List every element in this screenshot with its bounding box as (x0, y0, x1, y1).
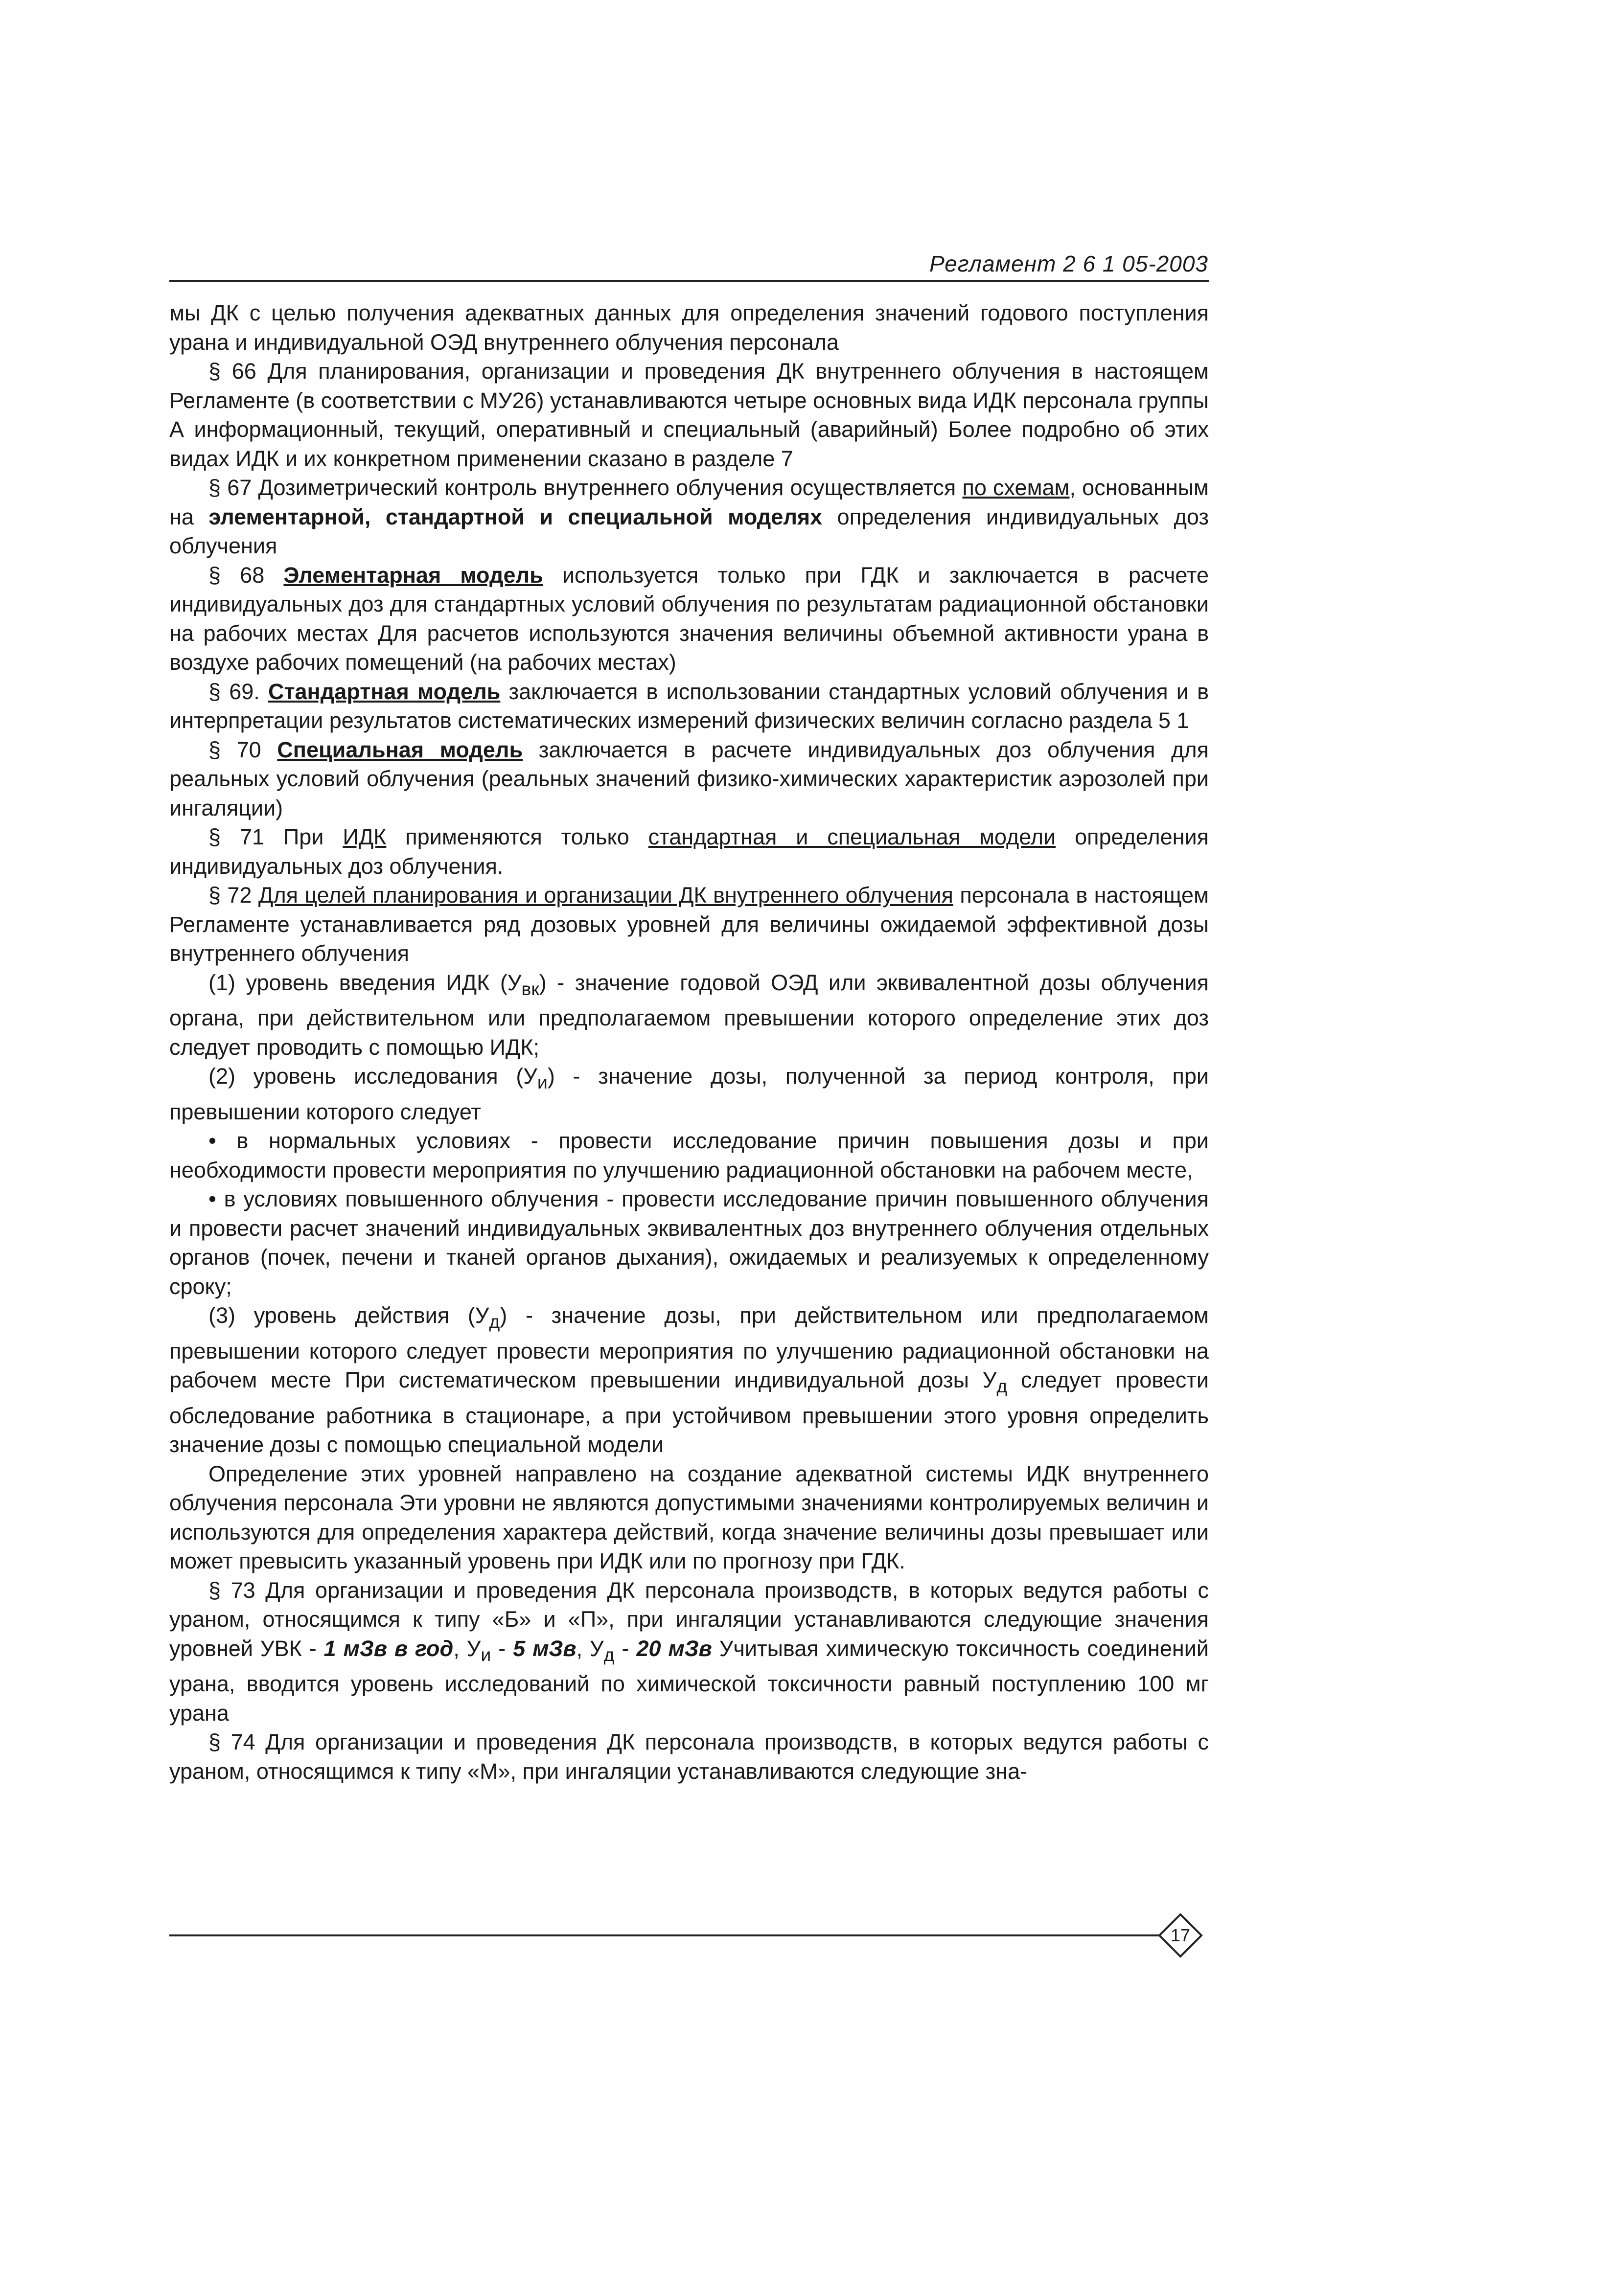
bold-term: элементарной, стандартной и специальной моделях (208, 504, 823, 529)
underlined-term: ИДК (343, 824, 387, 849)
dose-value: 5 мЗв (513, 1636, 576, 1661)
paragraph-67: § 67 Дозиметрический контроль внутреннего облучения осуществляется по схемам, основанным на элементарной, стандартной и специальной моделях определения индивидуальных доз облучения (169, 475, 1209, 558)
body-text (169, 298, 1209, 1786)
bullet-item: • в нормальных условиях - провести исследование причин повышения дозы и при необходимости провести мероприятия по улучшению радиационной обстановки на рабочем месте, (169, 1128, 1209, 1182)
paragraph-73: § 73 Для организации и проведения ДК персонала производств, в которых ведутся работы с ураном, относящимся к типу «Б» и «П», при ингаляции устанавливаются следующие значения уровней УВК - 1 мЗв в год, $У_и - 5$ мЗв, $У_д - 20$ мЗв Учитывая химическую токсичность соединений урана, вводится уровень исследований по химической токсичности равный поступлению 100 мг урана (169, 1577, 1209, 1726)
running-header: Регламент 2 6 1 05-2003 (929, 251, 1208, 276)
paragraph-71: § 71 При ИДК применяются только стандартная и специальная модели определения индивидуальных доз облучения. (169, 824, 1209, 879)
dose-value: 20 мЗв (636, 1636, 712, 1661)
paragraph-66: § 66 Для планирования, организации и проведения ДК внутреннего облучения в настоящем Регламенте (в соответствии с МУ26) устанавливаются четыре основных вида ИДК персонала группы А информационный, текущий, оперативный и специальный (аварийный) Более подробно об этих видах ИДК и их конкретном применении сказано в разделе 7 (169, 359, 1209, 471)
model-term-elementary: Элементарная модель (283, 562, 543, 588)
underlined-term: Для целей планирования и организации ДК внутреннего облучения (258, 883, 953, 908)
paragraph-74: § 74 Для организации и проведения ДК персонала производств, в которых ведутся работы с ураном, относящимся к типу «М», при ингаляции устанавливаются следующие зна- (169, 1729, 1209, 1784)
list-item-level-3: (3) уровень действия $(У_д)$ - значение дозы, при действительном или предполагаемом превышении которого следует провести мероприятия по улучшению радиационной обстановки на рабочем месте При систематическом превышении индивидуальной дозы $У_д$ следует провести обследование работника в стационаре, а при устойчивом превышении этого уровня определить значение дозы с помощью специальной модели (169, 1303, 1209, 1457)
paragraph-70: § 70 Специальная модель заключается в расчете индивидуальных доз облучения для реальных условий облучения (реальных значений физико-химических характеристик аэрозолей при ингаляции) (169, 737, 1209, 820)
dose-value: 1 мЗв в год (323, 1636, 454, 1661)
paragraph-72: § 72 Для целей планирования и организации ДК внутреннего облучения персонала в настоящем Регламенте устанавливается ряд дозовых уровней для величины ожидаемой эффективной дозы внутреннего облучения (169, 883, 1209, 966)
model-term-special: Специальная модель (277, 737, 523, 762)
page-number: 17 (1170, 1925, 1191, 1945)
paragraph-68: § 68 Элементарная модель используется только при ГДК и заключается в расчете индивидуальных доз для стандартных условий облучения по результатам радиационной обстановки на рабочих местах Для расчетов используются значения величины объемной активности урана в воздухе рабочих помещений (на рабочих местах) (169, 562, 1209, 675)
list-item-level-2: (2) уровень исследования $(У_и)$ - значение дозы, полученной за период контроля, при превышении которого следует (169, 1064, 1209, 1124)
bullet-item: • в условиях повышенного облучения - провести исследование причин повышенного облучения и провести расчет значений индивидуальных эквивалентных доз внутреннего облучения отдельных органов (почек, печени и тканей органов дыхания), ожидаемых и реализуемых к определенному сроку; (169, 1186, 1209, 1299)
footer-rule (169, 1934, 1163, 1936)
paragraph-69: § 69. Стандартная модель заключается в использовании стандартных условий облучения и в интерпретации результатов систематических измерений физических величин согласно раздела 5 1 (169, 679, 1209, 733)
page-number-badge (1158, 1913, 1203, 1958)
paragraph-definition: Определение этих уровней направлено на создание адекватной системы ИДК внутреннего облучения персонала Эти уровни не являются допустимыми значениями контролируемых величин и используются для определения характера действий, когда значение величины дозы превышает или может превысить указанный уровень при ИДК или по прогнозу при ГДК. (169, 1461, 1209, 1573)
underlined-term: стандартная и специальная модели (648, 824, 1056, 849)
paragraph-continuation: мы ДК с целью получения адекватных данных для определения значений годового поступления урана и индивидуальной ОЭД внутреннего облучения персонала (169, 300, 1209, 355)
header-rule (169, 280, 1209, 282)
model-term-standard: Стандартная модель (268, 679, 501, 704)
list-item-level-1: (1) уровень введения ИДК $(У_{вк})$ - значение годовой ОЭД или эквивалентной дозы облучения органа, при действительном или предполагаемом превышении которого определение этих доз следует проводить с помощью ИДК; (169, 970, 1209, 1060)
underlined-term: по схемам (962, 475, 1070, 500)
